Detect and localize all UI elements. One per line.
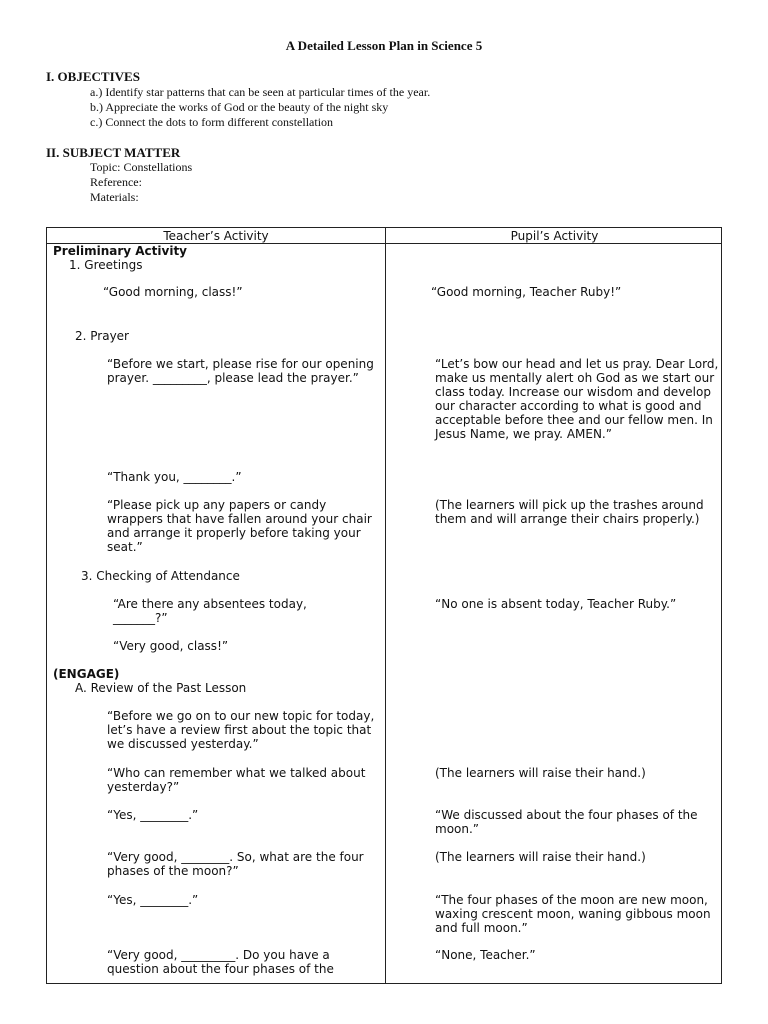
pupil-raise-hand-2: (The learners will raise their hand.) xyxy=(435,850,646,864)
review-heading: A. Review of the Past Lesson xyxy=(75,681,247,695)
pupil-phases-answer: “The four phases of the moon are new moon, waxing crescent moon, waning gibbous moon and full moon.” xyxy=(435,893,711,935)
topic-line: Topic: Constellations xyxy=(90,160,193,174)
pupil-four-phases: “We discussed about the four phases of the moon.” xyxy=(435,808,698,836)
prayer-heading: 2. Prayer xyxy=(75,329,129,343)
pupil-raise-hand-1: (The learners will raise their hand.) xyxy=(435,766,646,780)
pupil-prayer: “Let’s bow our head and let us pray. Dear Lord, make us mentally alert oh God as we start our class today. Increase our wisdom and develop our character according to what is good and acceptable before thee and our fellow men. In Jesus Name, we pray. AMEN.” xyxy=(435,357,719,441)
pupil-none: “None, Teacher.” xyxy=(435,948,536,962)
teacher-activity-header: Teacher’s Activity xyxy=(163,229,269,243)
pupil-greeting: “Good morning, Teacher Ruby!” xyxy=(431,285,622,299)
teacher-what-phases: “Very good, ________. So, what are the four phases of the moon?” xyxy=(107,850,364,878)
teacher-yes-2: “Yes, ________.” xyxy=(107,893,199,907)
objectives-heading: I. OBJECTIVES xyxy=(46,69,140,84)
preliminary-activity-heading: Preliminary Activity xyxy=(53,244,187,258)
materials-line: Materials: xyxy=(90,190,139,204)
teacher-any-question: “Very good, _________. Do you have a question about the four phases of the xyxy=(107,948,334,976)
reference-line: Reference: xyxy=(90,175,142,189)
pupil-activity-header: Pupil’s Activity xyxy=(510,229,599,243)
attendance-heading: 3. Checking of Attendance xyxy=(81,569,240,583)
teacher-pick-up: “Please pick up any papers or candy wrappers that have fallen around your chair and arrange it properly before taking your seat.” xyxy=(107,498,372,554)
objective-c: c.) Connect the dots to form different constellation xyxy=(90,115,334,129)
teacher-prayer: “Before we start, please rise for our opening prayer. _________, please lead the prayer.” xyxy=(107,357,374,385)
teacher-yes-1: “Yes, ________.” xyxy=(107,808,199,822)
teacher-review: “Before we go on to our new topic for today, let’s have a review first about the topic that we discussed yesterday.” xyxy=(107,709,375,751)
activity-table xyxy=(46,227,722,984)
teacher-who-remembers: “Who can remember what we talked about yesterday?” xyxy=(107,766,366,794)
greetings-heading: 1. Greetings xyxy=(69,258,143,272)
teacher-greeting: “Good morning, class!” xyxy=(103,285,243,299)
pupil-absentees: “No one is absent today, Teacher Ruby.” xyxy=(435,597,677,611)
objective-b: b.) Appreciate the works of God or the beauty of the night sky xyxy=(90,100,389,114)
pupil-pick-up: (The learners will pick up the trashes around them and will arrange their chairs properly.) xyxy=(435,498,704,526)
teacher-thank-you: “Thank you, ________.” xyxy=(107,470,242,484)
teacher-absentees: “Are there any absentees today, _______?” xyxy=(113,597,307,625)
objective-a: a.) Identify star patterns that can be seen at particular times of the year. xyxy=(90,85,431,99)
document-title: A Detailed Lesson Plan in Science 5 xyxy=(285,38,483,53)
teacher-very-good-class: “Very good, class!” xyxy=(113,639,229,653)
column-divider xyxy=(385,228,386,983)
engage-heading: (ENGAGE) xyxy=(53,667,120,681)
subject-matter-heading: II. SUBJECT MATTER xyxy=(46,145,181,160)
